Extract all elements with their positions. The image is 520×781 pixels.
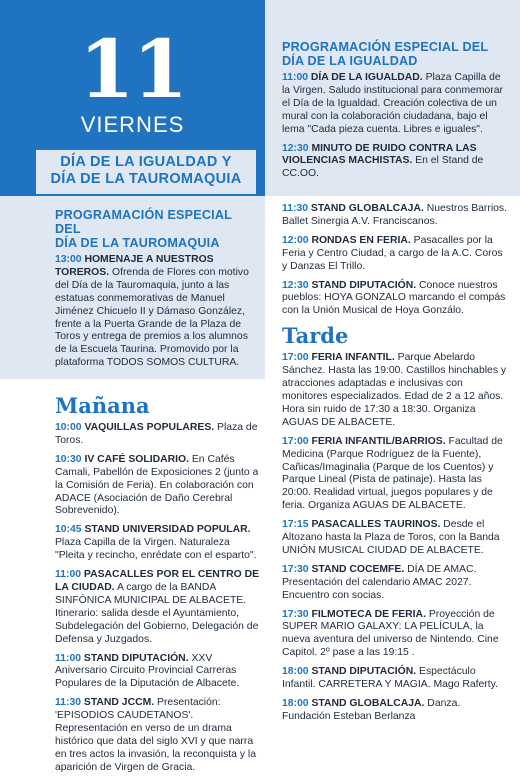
event-item (282, 352, 508, 429)
tauromaquia-title (55, 208, 255, 250)
event-time: 12:30 (282, 279, 309, 291)
event-heading: FERIA INFANTIL/BARRIOS. (311, 435, 446, 447)
event-heading: STAND COCEMFE. (311, 563, 405, 575)
event-item (282, 666, 508, 692)
right-column (282, 203, 508, 730)
igualdad-title-line1: PROGRAMACIÓN ESPECIAL DEL (282, 40, 489, 54)
event-time: 12:30 (282, 142, 309, 154)
tauromaquia-title-line1: PROGRAMACIÓN ESPECIAL DEL (55, 208, 232, 236)
event-description: En Cafés Camali, Pabellón de Exposiciones 2 (junto a la Comisión de Feria). En colaboración con ADACE (Asociación de Daño Cerebral Sobrevenido). (55, 453, 259, 517)
event-item (282, 698, 508, 724)
event-time: 18:00 (282, 698, 309, 709)
manana-events (55, 422, 260, 775)
day-theme-line2: DÍA DE LA TAUROMAQUIA (50, 171, 242, 187)
event-description: Proyección de SUPER MARIO GALAXY: LA PELÍCULA, la nueva aventura del universo de Nintendo. Cine Capitol. 2º pase a las 19:15 . (282, 608, 499, 659)
igualdad-title (282, 40, 508, 68)
event-description: Espectáculo Infantil. CARRETERA Y MAGIA. Mago Raferty. (282, 666, 498, 691)
event-heading: MINUTO DE RUIDO CONTRA LAS VIOLENCIAS MACHISTAS. (282, 142, 477, 167)
event-item (282, 519, 508, 558)
event-time: 17:15 (282, 519, 309, 531)
igualdad-title-line2: DÍA DE LA IGUALDAD (282, 54, 418, 68)
event-item (55, 254, 255, 370)
event-description: XXV Aniversario Circuito Provincial Carreras Populares de la Diputación de Albacete. (55, 652, 240, 690)
event-description: Plaza de Toros. (55, 422, 258, 446)
day-theme (36, 150, 256, 194)
event-heading: FILMOTECA DE FERIA. (311, 608, 426, 620)
event-description: Conoce nuestros pueblos: HOYA GONZALO marcando el compás con la Unión Musical de Hoya Gonzálo. (282, 279, 506, 317)
event-heading: STAND DIPUTACIÓN. (311, 666, 417, 678)
event-time: 17:30 (282, 608, 309, 620)
tauromaquia-events (55, 254, 255, 370)
event-heading: STAND DIPUTACIÓN. (311, 279, 417, 291)
event-heading: FERIA INFANTIL. (311, 352, 395, 364)
event-item (282, 203, 508, 229)
event-item (282, 72, 508, 137)
event-time: 11:00 (55, 569, 82, 581)
event-heading: PASACALLES POR EL CENTRO DE LA CIUDAD. (55, 569, 260, 593)
event-item (55, 422, 260, 448)
event-heading: IV CAFÉ SOLIDARIO. (84, 453, 189, 465)
manana-cont-events (282, 203, 508, 318)
event-description: Parque Abelardo Sánchez. Hasta las 19:00. Castillos hinchables y atracciones adaptadas e inclusivas con monitores especializados. Edad de 2 a 12 años. Hora sin ruido de 17:30 a 18:30. Organiza AGUAS DE ALBACETE. (282, 352, 507, 428)
manana-section (55, 394, 260, 781)
event-description: Danza. Fundación Esteban Berlanza (282, 698, 461, 722)
event-heading: STAND UNIVERSIDAD POPULAR. (84, 524, 251, 536)
manana-title: Mañana (55, 393, 150, 418)
event-item (282, 609, 508, 661)
event-time: 17:30 (282, 563, 309, 575)
event-time: 17:00 (282, 352, 309, 364)
event-heading: STAND JCCM. (83, 697, 155, 709)
event-heading: DÍA DE LA IGUALDAD. (310, 72, 423, 83)
event-item (55, 653, 260, 692)
event-time: 11:00 (55, 652, 82, 664)
day-theme-line1: DÍA DE LA IGUALDAD Y (60, 154, 232, 170)
event-description: Plaza Capilla de la Virgen. Saludo institucional para conmemorar el Día de la Igualdad. Creación colectiva de un mural con la colaboración ciudadana, bajo el lema "Cada pieza cuenta. Libres e iguales". (282, 72, 504, 135)
event-time: 10:45 (55, 524, 82, 536)
tauromaquia-title-line2: DÍA DE LA TAUROMAQUIA (55, 236, 220, 250)
event-time: 11:30 (282, 203, 309, 214)
event-time: 18:00 (282, 666, 309, 678)
event-heading: STAND GLOBALCAJA. (311, 698, 425, 709)
event-description: DÍA DE AMAC. Presentación del calendario AMAC 2027. Encuentro con socias. (282, 563, 477, 601)
event-time: 10:30 (55, 453, 82, 465)
event-description: A cargo de la BANDA SINFÓNICA MUNICIPAL DE ALBACETE. Itinerario: salida desde el Ayuntamiento, Subdelegación del Gobierno, Delegación de Defensa y Juzgados. (55, 581, 259, 645)
event-heading: VAQUILLAS POPULARES. (84, 422, 215, 433)
tarde-events (282, 352, 508, 724)
event-item (55, 454, 260, 519)
event-item (55, 524, 260, 563)
event-item (282, 436, 508, 513)
event-time: 10:00 (55, 422, 82, 433)
event-description: Desde el Altozano hasta la Plaza de Toros, con la Banda UNIÓN MUSICAL CIUDAD DE ALBACETE. (282, 519, 500, 556)
day-name: VIERNES (80, 112, 185, 137)
event-item (282, 143, 508, 182)
event-item (55, 569, 260, 646)
event-item (282, 564, 508, 603)
event-description: En el Stand de CC.OO. (282, 155, 484, 180)
event-description: Nuestros Barrios. Ballet Sinergia A.V. Franciscanos. (282, 203, 508, 227)
event-time: 12:00 (282, 234, 309, 246)
tarde-title: Tarde (282, 323, 349, 349)
event-heading: STAND DIPUTACIÓN. (83, 652, 189, 664)
event-description: Facultad de Medicina (Parque Rodríguez de la Fuente), Cañicas/Imaginalia (Parque de los Cuentos) y Parque Lineal (Pista de patinaje). Hasta las 20:00. Realidad virtual, juegos populares y de feria. Organiza AGUAS DE ALBACETE. (282, 435, 503, 512)
event-item (282, 235, 508, 274)
event-description: Pasacalles por la Feria y Centro Ciudad, a cargo de la A.C. Coros y Danzas El Trillo. (282, 234, 503, 272)
day-number: 11 (78, 22, 187, 116)
tauromaquia-section (55, 208, 255, 376)
event-item (55, 697, 260, 774)
event-description: Ofrenda de Flores con motivo del Día de la Tauromaquia, junto a las estatuas conmemorativas de Manuel Jiménez Chicuelo II y Dámaso González, frente a la Puerta Grande de la Plaza de Toros y entrega de premios a los alumnos de la Escuela Taurina. Promovido por la plataforma TODOS SOMOS CULTURA. (55, 266, 249, 369)
event-description: Plaza Capilla de la Virgen. Naturaleza "Pleita y recincho, enrédate con el esparto". (55, 537, 257, 562)
event-heading: STAND GLOBALCAJA. (310, 203, 424, 214)
igualdad-events (282, 72, 508, 181)
event-item (282, 280, 508, 319)
event-heading: HOMENAJE A NUESTROS TOREROS. (55, 254, 214, 278)
event-heading: RONDAS EN FERIA. (311, 234, 411, 246)
event-time: 11:00 (282, 72, 309, 83)
event-description: Presentación: 'EPISODIOS CAUDETANOS'. Representación en verso de un drama histórico que data del siglo XVI y que narra en tres actos la invasión, la reconquista y la aparición de Virgen de Gracia. (55, 697, 256, 773)
event-time: 17:00 (282, 435, 309, 447)
event-time: 13:00 (55, 254, 82, 265)
event-time: 11:30 (55, 697, 82, 709)
igualdad-section (282, 40, 508, 187)
event-heading: PASACALLES TAURINOS. (311, 519, 441, 531)
